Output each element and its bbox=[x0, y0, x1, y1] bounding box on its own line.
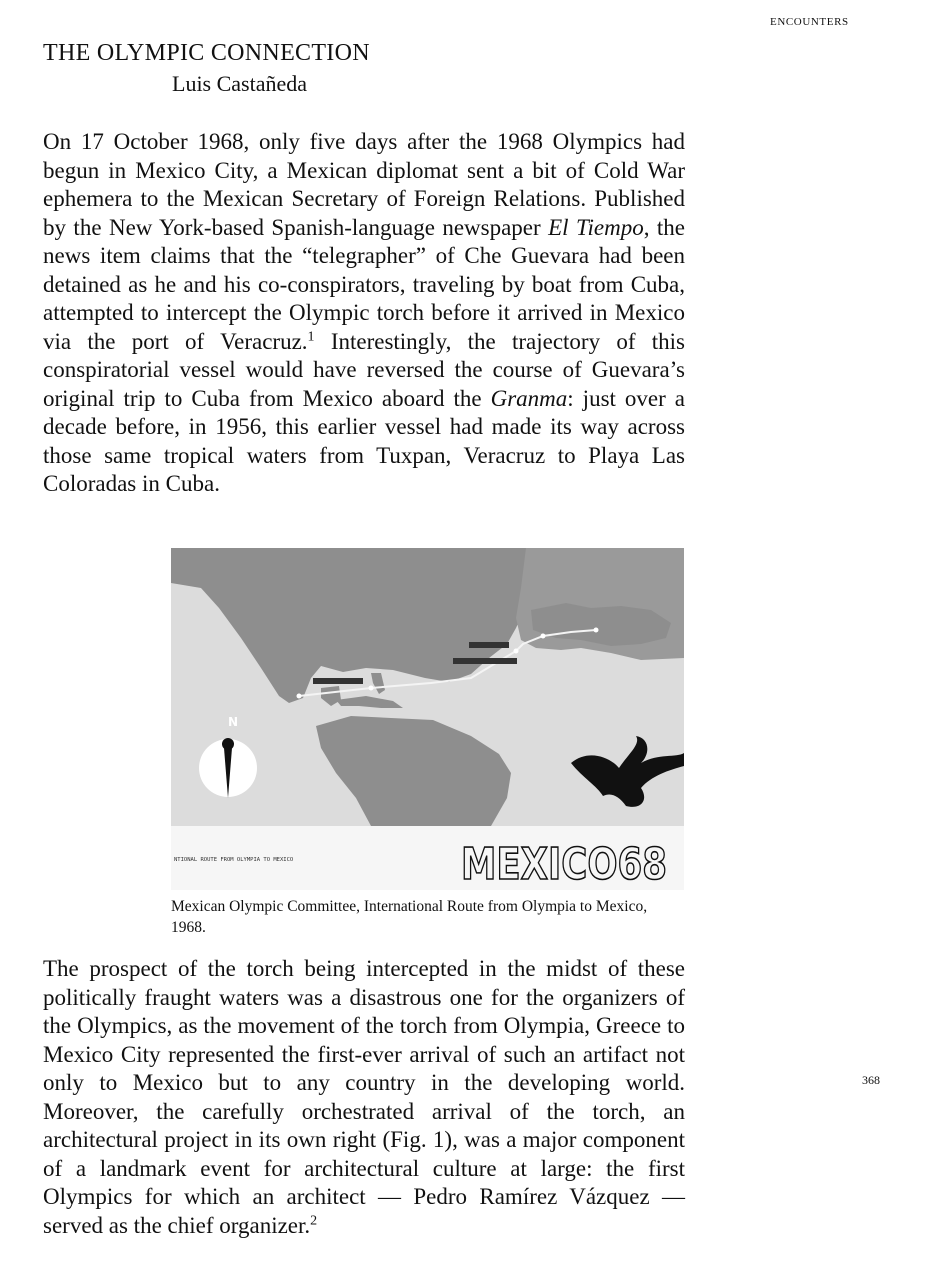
para1-italic-el-tiempo: El Tiempo bbox=[548, 214, 644, 240]
article-author: Luis Castañeda bbox=[172, 71, 308, 96]
para1-text-3: Interestingly, the trajectory of this conspiratorial vessel would have reversed the course of Guevara’s original trip to Cuba from Mexico aboard the bbox=[43, 328, 686, 411]
map-point-atlantic bbox=[514, 649, 519, 654]
footnote-ref-2[interactable]: 2 bbox=[310, 1212, 318, 1228]
map-label-strip-1 bbox=[469, 642, 509, 648]
body-paragraph-2 bbox=[43, 955, 685, 1240]
map-point-caribbean bbox=[369, 686, 374, 691]
mexico68-logo-text: MEXICO68 bbox=[461, 839, 667, 890]
para1-text-4: : just over a decade before, in 1956, this earlier vessel had made its way across those same tropical waters from Tuxpan, Veracruz to Playa Las Coloradas in Cuba. bbox=[43, 385, 685, 496]
map-label-strip-3 bbox=[313, 678, 363, 684]
para1-text-2: , the news item claims that the “telegrapher” of Che Guevara had been detained as he and his co-conspirators, traveling by boat from Cuba, attempted to intercept the Olympic torch before it arrived in Mexico via the port of Veracruz. bbox=[43, 214, 685, 354]
para2-text-1: The prospect of the torch being intercepted in the midst of these politically fraught waters was a disastrous one for the organizers of the Olympics, as the movement of the torch from Olympia, Greece to Mexico City represented the first-ever arrival of such an artifact not only to Mexico but to any country in the developing world. Moreover, the carefully orchestrated arrival of the torch, an architectural project in its own right (Fig. 1), was a major component of a landmark event for architectural culture at large: the first Olympics for which an architect — Pedro Ramírez Vázquez — served as the chief organizer. bbox=[43, 956, 685, 1238]
article-title: THE OLYMPIC CONNECTION bbox=[43, 40, 370, 66]
figure-route-map bbox=[171, 548, 684, 890]
compass-label: N bbox=[227, 715, 239, 729]
para1-italic-granma: Granma bbox=[490, 385, 568, 411]
page-number: 368 bbox=[862, 1073, 880, 1087]
map-point-spain bbox=[541, 634, 546, 639]
route-map-image bbox=[171, 548, 684, 890]
route-caption-text: NTIONAL ROUTE FROM OLYMPIA TO MEXICO bbox=[174, 857, 294, 863]
running-head: ENCOUNTERS bbox=[770, 16, 849, 28]
footnote-ref-1[interactable]: 1 bbox=[307, 328, 315, 344]
para1-text-1: On 17 October 1968, only five days after the 1968 Olympics had begun in Mexico City, a Mexican diplomat sent a bit of Cold War ephemera to the Mexican Secretary of Foreign Relations. Published by the New York-based Spanish-language newspaper bbox=[43, 129, 685, 240]
map-point-mexico bbox=[297, 694, 302, 699]
map-point-greece bbox=[594, 628, 599, 633]
map-label-strip-2 bbox=[453, 658, 517, 664]
figure-caption: Mexican Olympic Committee, International Route from Olympia to Mexico, 1968. bbox=[171, 898, 648, 936]
body-paragraph-1 bbox=[43, 128, 685, 499]
